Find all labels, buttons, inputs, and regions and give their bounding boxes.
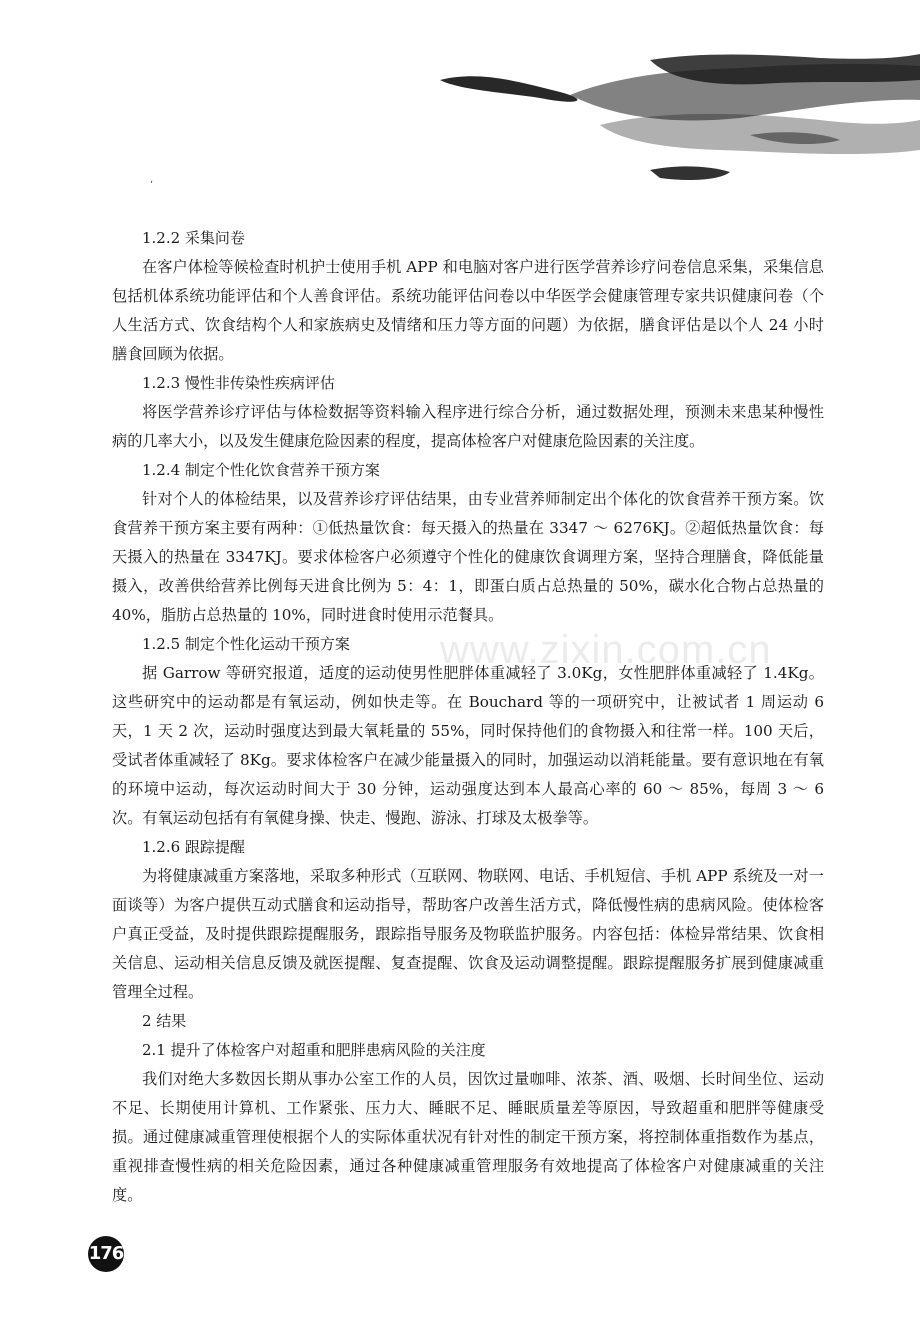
section-heading: 1.2.2 采集问卷 bbox=[142, 229, 245, 247]
article-body bbox=[112, 224, 824, 1210]
page-number-badge: 176 bbox=[88, 1236, 124, 1272]
scan-mark: ʻ bbox=[150, 180, 154, 191]
watermark: www.zixin.com.cn bbox=[440, 628, 772, 672]
paragraph: 据 Garrow 等研究报道，适度的运动使男性肥胖体重减轻了 3.0Kg，女性肥胖体重减轻了 1.4Kg。这些研究中的运动都是有氧运动，例如快走等。在 Bouchard 等的一项研究中，让被试者 1 周运动 6 天，1 天 2 次，运动时强度达到最大氧耗量的 55%，同时保持他们的食物摄入和往常一样。100 天后，受试者体重减轻了 8Kg。要求体检客户在减少能量摄入的同时，加强运动以消耗能量。要有意识地在有氧的环境中运动，每次运动时间大于 30 分钟，运动强度达到本人最高心率的 60 ～ 85%，每周 3 ～ 6 次。有氧运动包括有有氧健身操、快走、慢跑、游泳、打球及太极拳等。 bbox=[112, 664, 824, 827]
ink-landscape-decoration bbox=[420, 40, 920, 200]
section-heading: 1.2.4 制定个性化饮食营养干预方案 bbox=[142, 461, 380, 479]
section-1-2-3 bbox=[112, 369, 824, 456]
section-1-2-5 bbox=[112, 630, 824, 833]
section-1-2-4 bbox=[112, 456, 824, 630]
paragraph: 针对个人的体检结果，以及营养诊疗评估结果，由专业营养师制定出个体化的饮食营养干预方案。饮食营养干预方案主要有两种：①低热量饮食：每天摄入的热量在 3347 ～ 6276KJ。②超低热量饮食：每天摄入的热量在 3347KJ。要求体检客户必须遵守个性化的健康饮食调理方案，坚持合理膳食，降低能量摄入，改善供给营养比例每天进食比例为 5：4：1，即蛋白质占总热量的 50%，碳水化合物占总热量的 40%，脂肪占总热量的 10%，同时进食时使用示范餐具。 bbox=[112, 490, 824, 624]
paragraph: 我们对绝大多数因长期从事办公室工作的人员，因饮过量咖啡、浓茶、酒、吸烟、长时间坐位、运动不足、长期使用计算机、工作紧张、压力大、睡眠不足、睡眠质量差等原因，导致超重和肥胖等健康受损。通过健康减重管理使根据个人的实际体重状况有针对性的制定干预方案，将控制体重指数作为基点，重视排查慢性病的相关危险因素，通过各种健康减重管理服务有效地提高了体检客户对健康减重的关注度。 bbox=[112, 1070, 824, 1204]
paragraph: 为将健康减重方案落地，采取多种形式（互联网、物联网、电话、手机短信、手机 APP 系统及一对一面谈等）为客户提供互动式膳食和运动指导，帮助客户改善生活方式，降低慢性病的患病风险。使体检客户真正受益，及时提供跟踪提醒服务，跟踪指导服务及物联监护服务。内容包括：体检异常结果、饮食相关信息、运动相关信息反馈及就医提醒、复查提醒、饮食及运动调整提醒。跟踪提醒服务扩展到健康减重管理全过程。 bbox=[112, 867, 824, 1001]
section-heading: 1.2.3 慢性非传染性疾病评估 bbox=[142, 374, 335, 392]
section-2 bbox=[112, 1007, 824, 1036]
paragraph: 将医学营养诊疗评估与体检数据等资料输入程序进行综合分析，通过数据处理，预测未来患某种慢性病的几率大小，以及发生健康危险因素的程度，提高体检客户对健康危险因素的关注度。 bbox=[112, 403, 824, 450]
section-heading: 1.2.6 跟踪提醒 bbox=[142, 838, 245, 856]
section-2-1 bbox=[112, 1036, 824, 1210]
section-1-2-2 bbox=[112, 224, 824, 369]
section-heading: 2 结果 bbox=[142, 1012, 187, 1030]
paragraph: 在客户体检等候检查时机护士使用手机 APP 和电脑对客户进行医学营养诊疗问卷信息采集，采集信息包括机体系统功能评估和个人善食评估。系统功能评估问卷以中华医学会健康管理专家共识健康问卷（个人生活方式、饮食结构个人和家族病史及情绪和压力等方面的问题）为依据，膳食评估是以个人 24 小时膳食回顾为依据。 bbox=[112, 258, 824, 363]
section-heading: 1.2.5 制定个性化运动干预方案 bbox=[142, 635, 350, 653]
section-1-2-6 bbox=[112, 833, 824, 1007]
section-heading: 2.1 提升了体检客户对超重和肥胖患病风险的关注度 bbox=[142, 1041, 486, 1059]
